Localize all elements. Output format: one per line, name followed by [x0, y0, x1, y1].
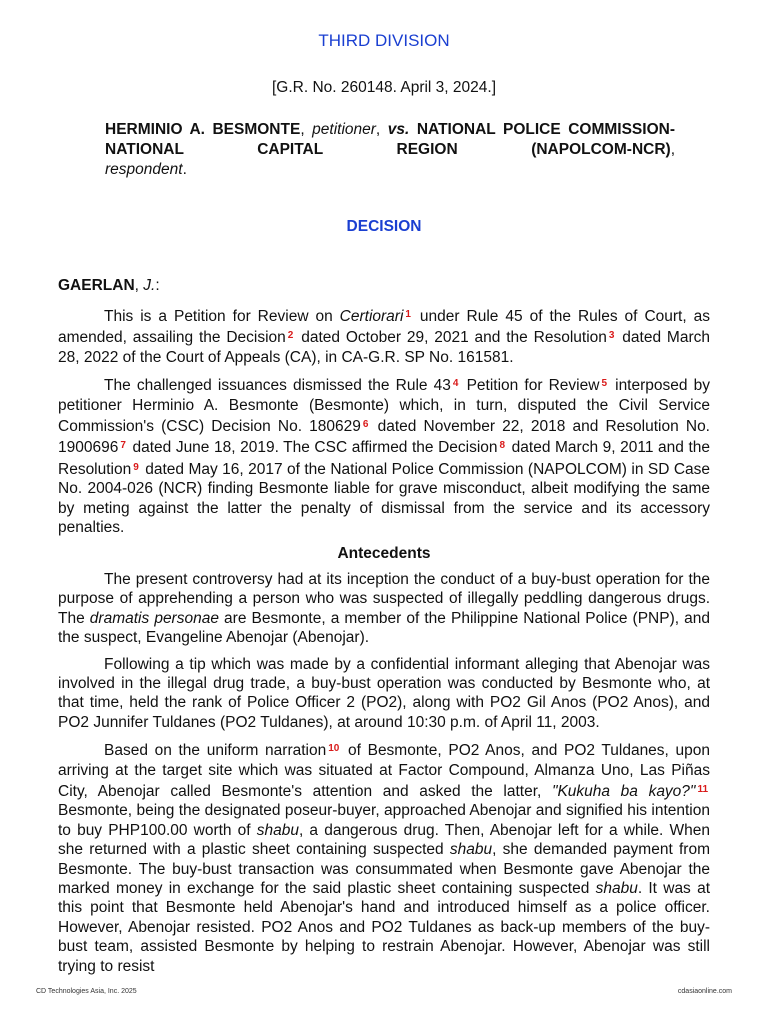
footnote-link[interactable]: 5 [601, 378, 607, 390]
case-caption: HERMINIO A. BESMONTE, petitioner, vs. NATIONAL POLICE COMMISSION-NATIONAL CAPITAL REGION (NAPOLCOM-NCR), respondent. [105, 121, 675, 178]
ponente-title: J. [143, 277, 156, 294]
gr-number: [G.R. No. 260148. April 3, 2024.] [271, 79, 497, 96]
italic-term: dramatis personae [89, 609, 219, 627]
division-heading: THIRD DIVISION [318, 31, 450, 50]
footer-copyright: CD Technologies Asia, Inc. 2025 [36, 988, 137, 995]
text-span: Based on the uniform narration [104, 742, 327, 760]
text-span: interposed by petitioner Herminio A. Besmonte (Besmonte) which, in turn, disputed the Civil Service Commission's (CSC) Decision No. 180629 [58, 377, 710, 436]
decision-title: DECISION [346, 218, 422, 235]
text-span: Following a tip which was made by a confidential informant alleging that Abenojar was involved in the illegal drug trade, a buy-bust operation was conducted by Besmonte who, at that time, held the rank of Police Officer 2 (PO2), along with PO2 Gil Anos (PO2 Anos), and PO2 Junnifer Tuldanes (PO2 Tuldanes), at around 10:30 p.m. of April 11, 2003. [58, 655, 710, 731]
footnote-link[interactable]: 8 [499, 440, 506, 452]
petitioner-role: petitioner [312, 121, 376, 138]
text-span: dated March 9, 2011 and the Resolution [58, 439, 710, 478]
text-span: , she demanded payment from Besmonte. The buy-bust transaction was consummated when Besmonte gave Abenojar the marked money in exchange for the said plastic sheet containing suspected [58, 841, 710, 897]
versus-label: vs. [387, 121, 410, 138]
antecedents-heading: Antecedents [337, 545, 431, 563]
text-span: dated November 22, 2018 and Resolution No. 1900696 [58, 418, 710, 457]
text-span: dated May 16, 2017 of the National Police Commission (NAPOLCOM) in SD Case No. 2004-026 (NCR) finding Besmonte liable for grave misconduct, albeit modifying the same by meting against the latter the penalty of dismissal from the service and its accessory penalties. [58, 460, 710, 537]
text-span: dated March 28, 2022 of the Court of Appeals (CA), in CA-G.R. SP No. 161581. [58, 329, 710, 366]
footer-site: cdasiaonline.com [677, 988, 732, 995]
footnote-link[interactable]: 6 [362, 419, 369, 431]
footnote-link[interactable]: 4 [452, 378, 459, 390]
italic-term: Certiorari [339, 308, 404, 325]
respondent-name: NATIONAL POLICE COMMISSION-NATIONAL CAPITAL REGION (NAPOLCOM-NCR) [105, 121, 675, 158]
text-span: dated June 18, 2019. The CSC affirmed the Decision [127, 439, 498, 457]
paragraph-5 [58, 739, 710, 976]
italic-term: shabu [595, 879, 638, 897]
paragraph-3 [58, 570, 710, 648]
footnote-link[interactable]: 1 [405, 309, 411, 320]
decision-body [58, 305, 710, 983]
ponente: GAERLAN, J.: [58, 277, 160, 294]
footnote-link[interactable]: 7 [120, 440, 126, 452]
paragraph-2 [58, 374, 710, 537]
text-span: , a dangerous drug. Then, Abenojar left for a while. When she returned with a plastic sheet containing suspected [58, 821, 710, 859]
footnote-link[interactable]: 11 [697, 783, 709, 795]
footnote-link[interactable]: 9 [133, 461, 139, 473]
italic-term: shabu [256, 821, 299, 839]
italic-term: shabu [449, 841, 493, 859]
text-span: Besmonte, being the designated poseur-buyer, approached Abenojar and signified his intention to buy PHP100.00 worth of [58, 802, 710, 839]
footnote-link[interactable]: 2 [287, 330, 294, 342]
text-span: under Rule 45 of the Rules of Court, as amended, assailing the Decision [58, 308, 710, 347]
text-span: are Besmonte, a member of the Philippine National Police (PNP), and the suspect, Evangeline Abenojar (Abenojar). [58, 609, 711, 647]
footnote-link[interactable]: 10 [328, 743, 340, 755]
italic-quote: "Kukuha ba kayo?" [551, 782, 696, 800]
respondent-role: respondent [105, 161, 183, 178]
text-span: of Besmonte, PO2 Anos, and PO2 Tuldanes, upon arriving at the target site which was situated at Factor Compound, Almanza Uno, Las Piñas City, Abenojar called Besmonte's attention and asked the latter, [58, 742, 711, 800]
petitioner-name: HERMINIO A. BESMONTE [105, 121, 301, 138]
paragraph-1 [58, 305, 710, 367]
ponente-name: GAERLAN [58, 277, 135, 294]
text-span: This is a Petition for Review on [104, 308, 340, 325]
text-span: Petition for Review [460, 377, 600, 395]
text-span: dated October 29, 2021 and the Resolution [295, 329, 607, 347]
paragraph-4 [58, 655, 710, 733]
text-span: The present controversy had at its inception the conduct of a buy-bust operation for the purpose of apprehending a person who was suspected of illegally peddling dangerous drugs. The [58, 570, 710, 627]
footnote-link[interactable]: 3 [608, 330, 615, 342]
text-span: . It was at this point that Besmonte held Abenojar's hand and introduced himself as a police officer. However, Abenojar resisted. PO2 Anos and PO2 Tuldanes as back-up members of the buy-bust team, assisted Besmonte by helping to restrain Abenojar. However, Abenojar was still trying to resist [58, 879, 710, 975]
text-span: The challenged issuances dismissed the Rule 43 [104, 377, 451, 395]
